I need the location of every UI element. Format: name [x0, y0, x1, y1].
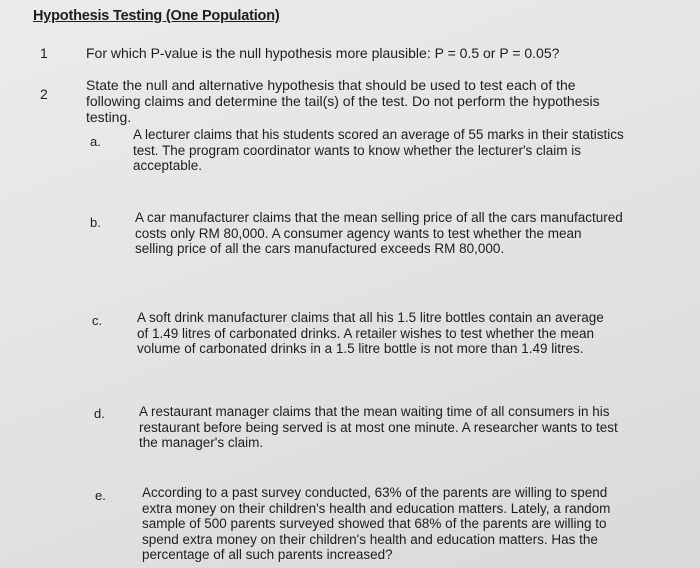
part-c-letter: c.	[92, 313, 103, 328]
part-e-text: According to a past survey conducted, 63% of the parents are willing to spend extra money on their children's health and education matters. Lately, a random sample of 500 parents surveyed showed that 68% of the parents are willing to spend extra money on their children's health and education matters. Has the percentage of all such parents increased?	[142, 485, 611, 562]
part-a-letter: a.	[90, 134, 101, 149]
part-d-text: A restaurant manager claims that the mean waiting time of all consumers in his restaurant before being served is at most one minute. A researcher wants to test the manager's claim.	[139, 404, 618, 450]
part-c-text: A soft drink manufacturer claims that all his 1.5 litre bottles contain an average of 1.49 litres of carbonated drinks. A retailer wishes to test whether the mean volume of carbonated drinks in a 1.5 litre bottle is not more than 1.49 litres.	[137, 310, 604, 356]
page-title: Hypothesis Testing (One Population)	[33, 8, 280, 24]
part-b-letter: b.	[90, 215, 101, 230]
part-e-letter: e.	[95, 488, 106, 503]
question-1-text: For which P-value is the null hypothesis more plausible: P = 0.5 or P = 0.05?	[86, 45, 560, 61]
part-d-letter: d.	[94, 406, 105, 421]
question-1-number: 1	[40, 45, 48, 61]
part-b-text: A car manufacturer claims that the mean selling price of all the cars manufactured costs only RM 80,000. A consumer agency wants to test whether the mean selling price of all the cars manufactured exceeds RM 80,000.	[135, 210, 623, 256]
question-2-text: State the null and alternative hypothesis that should be used to test each of the following claims and determine the tail(s) of the test. Do not perform the hypothesis testing.	[86, 77, 600, 125]
question-2-number: 2	[40, 86, 48, 102]
part-a-text: A lecturer claims that his students scored an average of 55 marks in their statistics test. The program coordinator wants to know whether the lecturer's claim is acceptable.	[133, 127, 624, 173]
